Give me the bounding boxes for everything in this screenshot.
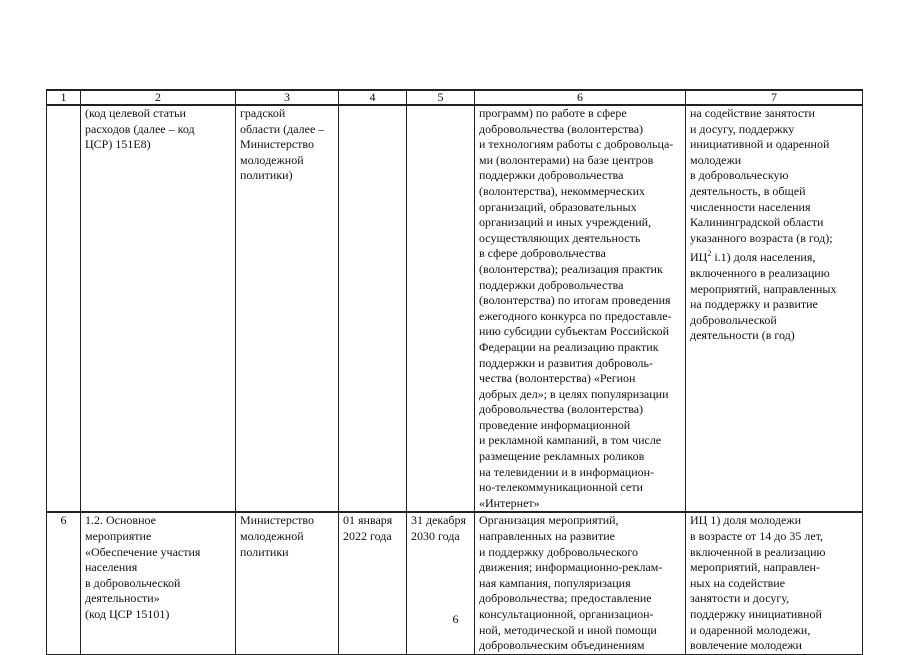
column-number-2: 2 [81, 90, 236, 105]
column-number-3: 3 [236, 90, 339, 105]
start-date-cell [339, 512, 407, 654]
description: программ) по работе в сфере добровольчества (волонтерства) и технологиям работы с добровольца- ми (волонтерами) на базе центров поддержки добровольчества (волонтерства), некоммерческих организаций, образовательных организаций и иных учреждений, осуществляющих деятельность в сфере добровольчества (волонтерства); реализация практик поддержки добровольчества (волонтерства) по итогам проведения ежегодного конкурса по предоставле- нию субсидии субъектам Российской Федерации на реализацию практик поддержки и развития доброволь- чества (волонтерства) «Регион добрых дел»; в целях популяризации добровольчества (волонтерства) проведение информационной и рекламной кампаний, в том числе размещение рекламных роликов на телевидении и в информацион- но-телекоммуникационной сети «Интернет» [479, 106, 674, 510]
row-number-cell [47, 105, 81, 512]
description-cell [475, 105, 686, 512]
executor-cell [236, 512, 339, 654]
table-row [47, 105, 863, 512]
measure-name-cell [81, 105, 236, 512]
start-date-cell [339, 105, 407, 512]
measure-name: 1.2. Основное мероприятие «Обеспечение участия населения в добровольческой деятельности» (код ЦСР 15101) [85, 513, 201, 621]
column-number-7: 7 [686, 90, 863, 105]
table-header-row [47, 90, 863, 105]
executor-cell [236, 105, 339, 512]
row-number-cell [47, 512, 81, 654]
executor: градской области (далее – Министерство молодежной политики) [240, 106, 325, 183]
description-cell [475, 512, 686, 654]
indicator-text: ИЦ 1) доля молодежи в возрасте от 14 до 35 лет, включенной в реализацию мероприятий, направлен- ных на содействие занятости и досугу, поддержку инициативной и одаренной молодежи, вовлечение молодежи [690, 513, 826, 653]
measure-name-cell [81, 512, 236, 654]
indicator-cell [686, 105, 863, 512]
end-date-cell [407, 512, 475, 654]
column-number-5: 5 [407, 90, 475, 105]
column-number-1: 1 [47, 90, 81, 105]
indicator-text [690, 106, 858, 344]
footnote-mark: 2 [707, 249, 712, 259]
program-table [46, 89, 863, 655]
end-date-cell [407, 105, 475, 512]
measure-name: (код целевой статьи расходов (далее – код ЦСР) 151Е8) [85, 106, 195, 152]
executor: Министерство молодежной политики [240, 513, 314, 559]
description: Организация мероприятий, направленных на развитие и поддержку добровольческого движения; информационно-реклам- ная кампания, популяризация добровольчества; предоставление консультационной, организацион- ной, методической и иной помощи добровольческим объединениям [479, 513, 663, 653]
row-number: 6 [60, 513, 67, 528]
end-date: 31 декабря 2030 года [411, 513, 467, 544]
indicator-text-part1: на содействие занятости и досугу, поддержку инициативной и одаренной молодежи в добровольческую деятельность, в общей численности населения Калининградской области указанного возраста (в год); ИЦ [690, 106, 833, 265]
indicator-text-part2: i.1) доля населения, включенного в реализацию мероприятий, направленных на поддержку и развитие добровольческой деятельности (в год) [690, 250, 837, 343]
start-date: 01 января 2022 года [343, 513, 393, 544]
page-number: 6 [452, 612, 459, 626]
table-row [47, 512, 863, 654]
column-number-4: 4 [339, 90, 407, 105]
column-number-6: 6 [475, 90, 686, 105]
indicator-cell [686, 512, 863, 654]
